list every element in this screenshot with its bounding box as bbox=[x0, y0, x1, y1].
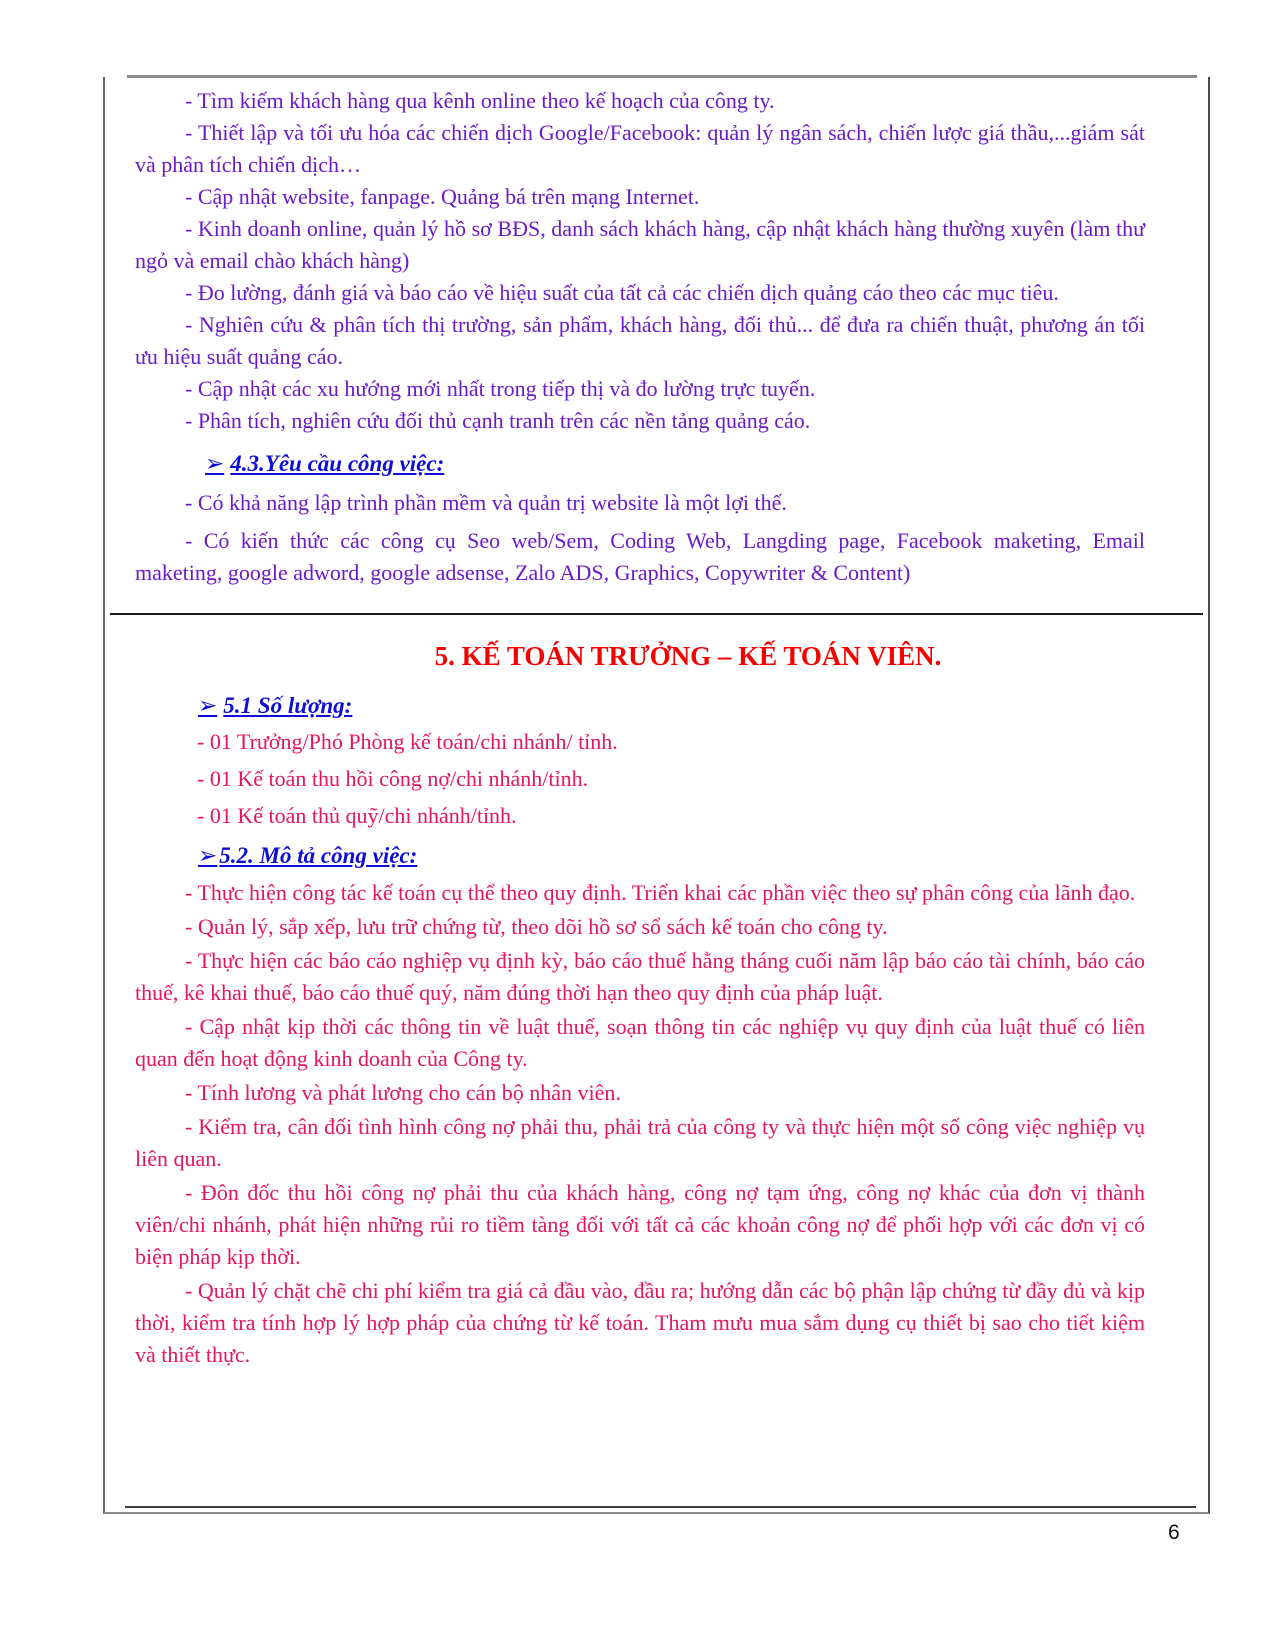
heading-requirements bbox=[205, 447, 1145, 481]
accounting-duty-paragraph: - Quản lý, sắp xếp, lưu trữ chứng từ, theo dõi hồ sơ sổ sách kế toán cho công ty. bbox=[185, 914, 888, 939]
marketing-duty-paragraph: - Đo lường, đánh giá và báo cáo về hiệu suất của tất cả các chiến dịch quảng cáo theo các mục tiêu. bbox=[185, 280, 1059, 305]
marketing-requirement-paragraph: - Có khả năng lập trình phần mềm và quản trị website là một lợi thế. bbox=[185, 490, 787, 515]
quantity-item: - 01 Kế toán thủ quỹ/chi nhánh/tỉnh. bbox=[197, 803, 517, 828]
accounting-duty-paragraph: - Cập nhật kịp thời các thông tin về luật thuế, soạn thông tin các nghiệp vụ quy định của luật thuế có liên quan đến hoạt động kinh doanh của Công ty. bbox=[135, 1014, 1145, 1071]
accounting-duty-paragraph: - Thực hiện các báo cáo nghiệp vụ định kỳ, báo cáo thuế hằng tháng cuối năm lập báo cáo tài chính, báo cáo thuế, kê khai thuế, báo cáo thuế quý, năm đúng thời hạn theo quy định của pháp luật. bbox=[135, 948, 1145, 1005]
bottom-border-rule bbox=[125, 1506, 1196, 1508]
accounting-duty-paragraph: - Đôn đốc thu hồi công nợ phải thu của khách hàng, công nợ tạm ứng, công nợ khác của đơn vị thành viên/chi nhánh, phát hiện những rủi ro tiềm tàng đối với tất cả các khoản công nợ để phối hợp với các đơn vị có biện pháp kịp thời. bbox=[135, 1180, 1145, 1269]
content-box bbox=[103, 77, 1210, 1514]
accounting-duty-paragraph: - Tính lương và phát lương cho cán bộ nhân viên. bbox=[185, 1080, 621, 1105]
heading-requirements-label: 4.3.Yêu cầu công việc: bbox=[230, 451, 445, 476]
arrow-bullet-icon: ➢ bbox=[198, 693, 218, 719]
heading-description-label: 5.2. Mô tả công việc: bbox=[219, 843, 418, 868]
marketing-duty-paragraph: - Phân tích, nghiên cứu đối thủ cạnh tranh trên các nền tảng quảng cáo. bbox=[185, 408, 811, 433]
heading-quantity-label: 5.1 Số lượng: bbox=[223, 693, 353, 718]
heading-quantity bbox=[198, 689, 1145, 723]
section-divider-rule bbox=[110, 613, 1203, 615]
marketing-duty-paragraph: - Nghiên cứu & phân tích thị trường, sản phẩm, khách hàng, đối thủ... để đưa ra chiến thuật, phương án tối ưu hiệu suất quảng cáo. bbox=[135, 312, 1145, 369]
accounting-duty-paragraph: - Quản lý chặt chẽ chi phí kiểm tra giá cả đầu vào, đầu ra; hướng dẫn các bộ phận lập chứng từ đầy đủ và kịp thời, kiểm tra tính hợp lý hợp pháp của chứng từ kế toán. Tham mưu mua sắm dụng cụ thiết bị sao cho tiết kiệm và thiết thực. bbox=[135, 1278, 1145, 1367]
marketing-duty-paragraph: - Tìm kiếm khách hàng qua kênh online theo kế hoạch của công ty. bbox=[185, 88, 775, 113]
quantity-items-list bbox=[135, 723, 1145, 834]
section-5-title: 5. KẾ TOÁN TRƯỞNG – KẾ TOÁN VIÊN. bbox=[434, 641, 942, 671]
marketing-duties-list bbox=[135, 85, 1145, 437]
marketing-requirement-paragraph: - Có kiến thức các công cụ Seo web/Sem, Coding Web, Langding page, Facebook maketing, Email maketing, google adword, google adsense, Zalo ADS, Graphics, Copywriter & Content) bbox=[135, 528, 1145, 585]
quantity-item: - 01 Trưởng/Phó Phòng kế toán/chi nhánh/ tỉnh. bbox=[197, 729, 618, 754]
marketing-duty-paragraph: - Cập nhật các xu hướng mới nhất trong tiếp thị và đo lường trực tuyến. bbox=[185, 376, 816, 401]
accounting-duty-paragraph: - Thực hiện công tác kế toán cụ thể theo quy định. Triển khai các phần việc theo sự phân công của lãnh đạo. bbox=[185, 880, 1136, 905]
marketing-duty-paragraph: - Cập nhật website, fanpage. Quảng bá trên mạng Internet. bbox=[185, 184, 700, 209]
marketing-requirements-list bbox=[135, 487, 1145, 589]
accounting-duty-paragraph: - Kiểm tra, cân đối tình hình công nợ phải thu, phải trả của công ty và thực hiện một số công việc nghiệp vụ liên quan. bbox=[135, 1114, 1145, 1171]
accounting-duties-list bbox=[135, 877, 1145, 1371]
arrow-bullet-icon: ➢ bbox=[198, 843, 218, 869]
page-number: 6 bbox=[1168, 1521, 1180, 1544]
marketing-duty-paragraph: - Kinh doanh online, quản lý hồ sơ BĐS, danh sách khách hàng, cập nhật khách hàng thường xuyên (làm thư ngỏ và email chào khách hàng) bbox=[135, 216, 1145, 273]
quantity-item: - 01 Kế toán thu hồi công nợ/chi nhánh/tỉnh. bbox=[197, 766, 589, 791]
arrow-bullet-icon: ➢ bbox=[205, 451, 225, 477]
marketing-duty-paragraph: - Thiết lập và tối ưu hóa các chiến dịch Google/Facebook: quản lý ngân sách, chiến lược giá thầu,...giám sát và phân tích chiến dịch… bbox=[135, 120, 1145, 177]
heading-description bbox=[198, 839, 1145, 873]
